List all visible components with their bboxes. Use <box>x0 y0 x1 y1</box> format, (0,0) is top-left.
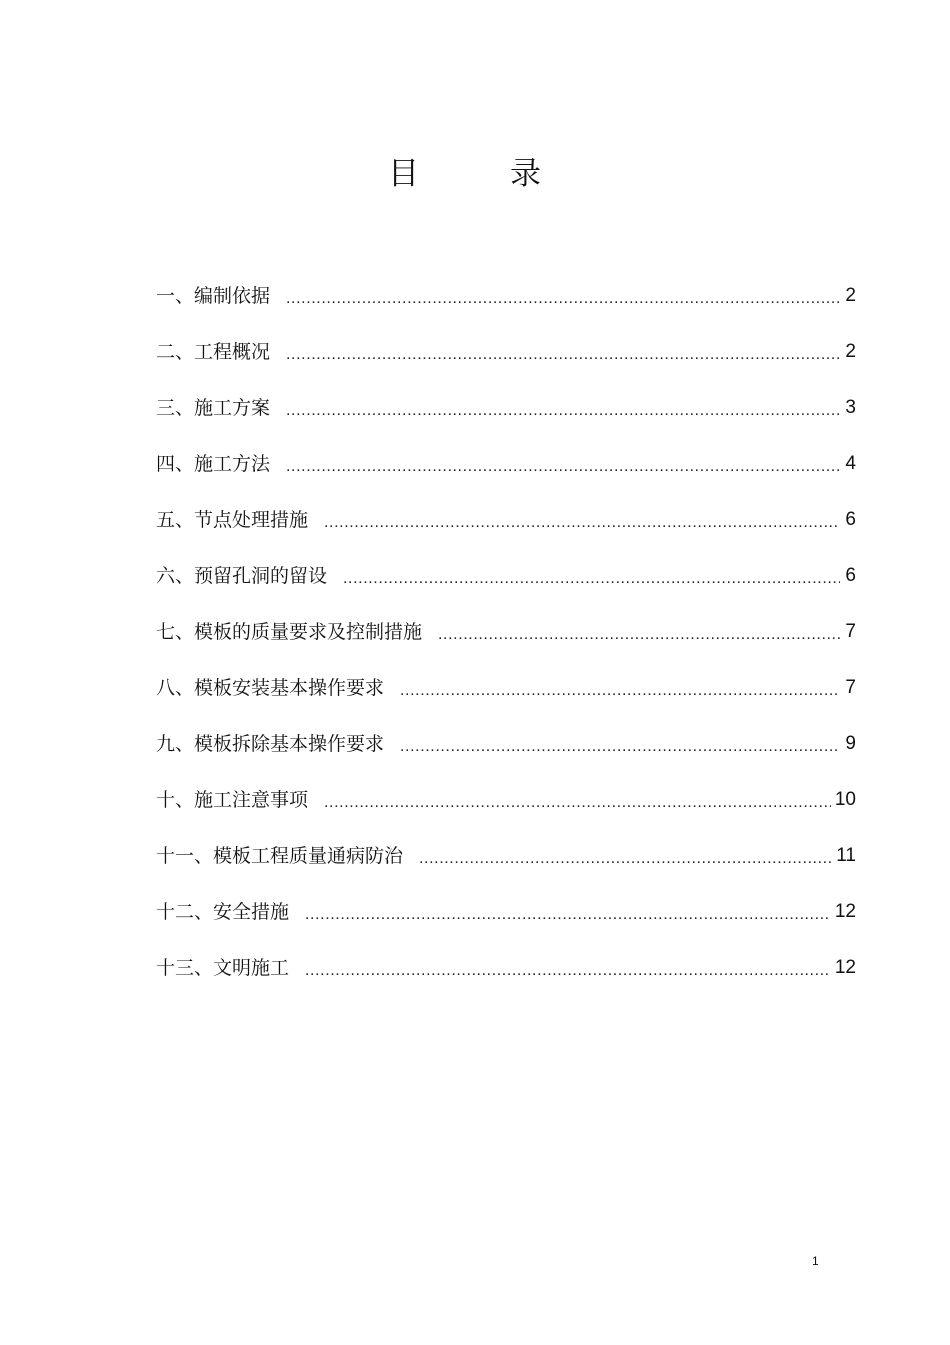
toc-entry-page: 6 <box>845 565 856 586</box>
toc-entry-label: 十一、模板工程质量通病防治 <box>156 845 404 867</box>
toc-title <box>0 150 950 200</box>
toc-dot-leader <box>324 512 840 534</box>
toc-entry-page: 7 <box>845 621 856 642</box>
toc-dot-leader <box>305 960 831 982</box>
toc-entry-page: 11 <box>836 845 856 866</box>
toc-entry-page: 12 <box>834 901 856 922</box>
page-number: 1 <box>812 1254 819 1268</box>
toc-entry[interactable] <box>156 616 856 646</box>
toc-dot-leader <box>286 400 840 422</box>
toc-dot-leader <box>305 904 831 926</box>
toc-entry[interactable] <box>156 448 856 478</box>
toc-dot-leader <box>324 792 831 814</box>
toc-entry-label: 十、施工注意事项 <box>156 789 309 811</box>
toc-entry[interactable] <box>156 840 856 870</box>
toc-entry[interactable] <box>156 392 856 422</box>
toc-dot-leader <box>438 624 840 646</box>
toc-entry-page: 7 <box>845 677 856 698</box>
toc-entry-label: 六、预留孔洞的留设 <box>156 565 328 587</box>
toc-entry-label: 三、施工方案 <box>156 397 271 419</box>
toc-entry-page: 12 <box>834 957 856 978</box>
toc-entry-label: 五、节点处理措施 <box>156 509 309 531</box>
toc-entry[interactable] <box>156 336 856 366</box>
toc-title-char-1: 目 <box>388 156 419 192</box>
toc-entry-label: 七、模板的质量要求及控制措施 <box>156 621 423 643</box>
toc-entry-page: 6 <box>845 509 856 530</box>
toc-dot-leader <box>400 736 840 758</box>
toc-entry[interactable] <box>156 560 856 590</box>
toc-dot-leader <box>286 288 840 310</box>
toc-entry-label: 十三、文明施工 <box>156 957 290 979</box>
toc-entry[interactable] <box>156 784 856 814</box>
toc-entry[interactable] <box>156 504 856 534</box>
toc-entry[interactable] <box>156 728 856 758</box>
toc-entry-page: 4 <box>845 453 856 474</box>
toc-entry-label: 八、模板安装基本操作要求 <box>156 677 385 699</box>
toc-title-char-2: 录 <box>510 156 541 192</box>
toc-dot-leader <box>286 456 840 478</box>
toc-entry-label: 十二、安全措施 <box>156 901 290 923</box>
toc-entry-page: 9 <box>845 733 856 754</box>
toc-entry-page: 3 <box>845 397 856 418</box>
toc-entry-page: 10 <box>834 789 856 810</box>
toc-entry-page: 2 <box>845 341 856 362</box>
toc-entry[interactable] <box>156 672 856 702</box>
toc-dot-leader <box>343 568 840 590</box>
toc-entry-label: 一、编制依据 <box>156 285 271 307</box>
toc-dot-leader <box>400 680 840 702</box>
toc-entry[interactable] <box>156 952 856 982</box>
table-of-contents <box>156 280 856 1008</box>
toc-entry-page: 2 <box>845 285 856 306</box>
toc-entry-label: 二、工程概况 <box>156 341 271 363</box>
toc-entry[interactable] <box>156 896 856 926</box>
toc-entry[interactable] <box>156 280 856 310</box>
toc-entry-label: 四、施工方法 <box>156 453 271 475</box>
toc-entry-label: 九、模板拆除基本操作要求 <box>156 733 385 755</box>
toc-dot-leader <box>419 848 832 870</box>
toc-dot-leader <box>286 344 840 366</box>
